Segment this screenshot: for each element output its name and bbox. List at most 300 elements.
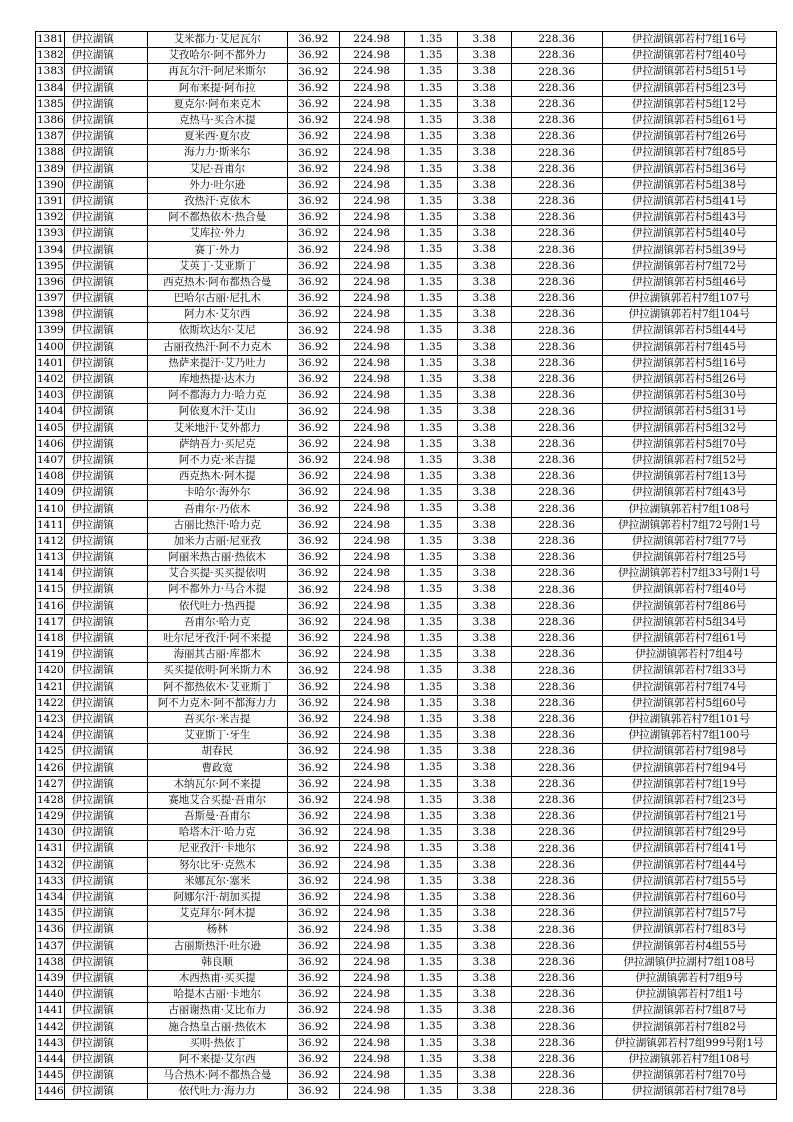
cell-value-d: 3.38 xyxy=(457,161,511,177)
cell-value-d: 3.38 xyxy=(457,112,511,128)
cell-name: 木西热甫·买买提 xyxy=(147,970,287,986)
cell-name: 胡春民 xyxy=(147,744,287,760)
cell-value-e: 228.36 xyxy=(511,1019,602,1035)
cell-value-c: 1.35 xyxy=(404,48,457,64)
cell-value-d: 3.38 xyxy=(457,193,511,209)
cell-town: 伊拉湖镇 xyxy=(64,1068,147,1084)
cell-value-b: 224.98 xyxy=(339,291,404,307)
cell-value-a: 36.92 xyxy=(287,80,339,96)
cell-value-a: 36.92 xyxy=(287,193,339,209)
cell-value-e: 228.36 xyxy=(511,630,602,646)
cell-value-e: 228.36 xyxy=(511,517,602,533)
cell-value-e: 228.36 xyxy=(511,436,602,452)
cell-value-e: 228.36 xyxy=(511,161,602,177)
cell-value-a: 36.92 xyxy=(287,630,339,646)
cell-value-e: 228.36 xyxy=(511,970,602,986)
cell-value-c: 1.35 xyxy=(404,161,457,177)
cell-value-c: 1.35 xyxy=(404,388,457,404)
cell-name: 依代吐力·热西提 xyxy=(147,598,287,614)
cell-value-d: 3.38 xyxy=(457,663,511,679)
cell-number: 1431 xyxy=(36,841,65,857)
cell-address: 伊拉湖镇郭若村7组94号 xyxy=(602,760,776,776)
table-row xyxy=(36,64,777,80)
cell-value-c: 1.35 xyxy=(404,177,457,193)
cell-value-e: 228.36 xyxy=(511,987,602,1003)
cell-value-d: 3.38 xyxy=(457,987,511,1003)
cell-name: 阿不都热依木·艾亚斯丁 xyxy=(147,679,287,695)
cell-town: 伊拉湖镇 xyxy=(64,161,147,177)
cell-value-a: 36.92 xyxy=(287,112,339,128)
cell-address: 伊拉湖镇郭若村7组21号 xyxy=(602,809,776,825)
cell-town: 伊拉湖镇 xyxy=(64,906,147,922)
cell-town: 伊拉湖镇 xyxy=(64,1051,147,1067)
cell-name: 阿丽米热古丽·热依木 xyxy=(147,550,287,566)
cell-address: 伊拉湖镇郭若村7组23号 xyxy=(602,792,776,808)
cell-name: 夏克尔·阿布来克木 xyxy=(147,96,287,112)
cell-value-a: 36.92 xyxy=(287,809,339,825)
table-row xyxy=(36,32,777,48)
table-row xyxy=(36,112,777,128)
cell-number: 1438 xyxy=(36,954,65,970)
cell-value-e: 228.36 xyxy=(511,679,602,695)
cell-value-d: 3.38 xyxy=(457,728,511,744)
cell-town: 伊拉湖镇 xyxy=(64,404,147,420)
cell-value-a: 36.92 xyxy=(287,485,339,501)
cell-value-d: 3.38 xyxy=(457,922,511,938)
table-row xyxy=(36,792,777,808)
cell-number: 1436 xyxy=(36,922,65,938)
cell-name: 艾库拉·外力 xyxy=(147,226,287,242)
cell-town: 伊拉湖镇 xyxy=(64,32,147,48)
cell-value-b: 224.98 xyxy=(339,857,404,873)
cell-number: 1439 xyxy=(36,970,65,986)
cell-number: 1404 xyxy=(36,404,65,420)
cell-value-d: 3.38 xyxy=(457,630,511,646)
cell-value-b: 224.98 xyxy=(339,64,404,80)
cell-value-b: 224.98 xyxy=(339,501,404,517)
cell-value-e: 228.36 xyxy=(511,404,602,420)
cell-value-d: 3.38 xyxy=(457,210,511,226)
cell-number: 1389 xyxy=(36,161,65,177)
cell-address: 伊拉湖镇郭若村7组52号 xyxy=(602,452,776,468)
cell-value-b: 224.98 xyxy=(339,307,404,323)
cell-value-c: 1.35 xyxy=(404,744,457,760)
cell-town: 伊拉湖镇 xyxy=(64,177,147,193)
cell-name: 加米力古丽·尼亚孜 xyxy=(147,533,287,549)
cell-address: 伊拉湖镇郭若村5组12号 xyxy=(602,96,776,112)
cell-value-c: 1.35 xyxy=(404,663,457,679)
cell-name: 古丽斯热汗·吐尔逊 xyxy=(147,938,287,954)
cell-value-e: 228.36 xyxy=(511,80,602,96)
cell-value-d: 3.38 xyxy=(457,938,511,954)
table-row xyxy=(36,469,777,485)
cell-value-d: 3.38 xyxy=(457,96,511,112)
table-row xyxy=(36,388,777,404)
cell-town: 伊拉湖镇 xyxy=(64,420,147,436)
cell-value-c: 1.35 xyxy=(404,550,457,566)
cell-value-b: 224.98 xyxy=(339,711,404,727)
cell-value-e: 228.36 xyxy=(511,420,602,436)
cell-value-b: 224.98 xyxy=(339,728,404,744)
table-row xyxy=(36,96,777,112)
cell-value-a: 36.92 xyxy=(287,291,339,307)
cell-town: 伊拉湖镇 xyxy=(64,469,147,485)
table-row xyxy=(36,161,777,177)
cell-value-d: 3.38 xyxy=(457,711,511,727)
table-row xyxy=(36,744,777,760)
cell-name: 依斯坎达尔·艾尼 xyxy=(147,323,287,339)
cell-value-d: 3.38 xyxy=(457,906,511,922)
cell-value-d: 3.38 xyxy=(457,420,511,436)
table-body xyxy=(36,32,777,1100)
cell-value-d: 3.38 xyxy=(457,242,511,258)
cell-value-e: 228.36 xyxy=(511,1068,602,1084)
cell-value-d: 3.38 xyxy=(457,792,511,808)
cell-value-c: 1.35 xyxy=(404,873,457,889)
cell-value-a: 36.92 xyxy=(287,889,339,905)
cell-address: 伊拉湖镇郭若村7组83号 xyxy=(602,922,776,938)
cell-value-d: 3.38 xyxy=(457,809,511,825)
table-row xyxy=(36,566,777,582)
cell-name: 曹政宽 xyxy=(147,760,287,776)
cell-value-b: 224.98 xyxy=(339,614,404,630)
cell-value-d: 3.38 xyxy=(457,274,511,290)
cell-address: 伊拉湖镇郭若村5组16号 xyxy=(602,355,776,371)
cell-value-a: 36.92 xyxy=(287,533,339,549)
cell-value-b: 224.98 xyxy=(339,242,404,258)
cell-name: 克热马·买合木提 xyxy=(147,112,287,128)
cell-value-e: 228.36 xyxy=(511,485,602,501)
cell-address: 伊拉湖镇郭若村7组40号 xyxy=(602,582,776,598)
cell-value-d: 3.38 xyxy=(457,1051,511,1067)
cell-value-c: 1.35 xyxy=(404,64,457,80)
cell-value-e: 228.36 xyxy=(511,388,602,404)
cell-address: 伊拉湖镇郭若村7组999号附1号 xyxy=(602,1035,776,1051)
cell-value-c: 1.35 xyxy=(404,323,457,339)
cell-address: 伊拉湖镇郭若村7组41号 xyxy=(602,841,776,857)
cell-address: 伊拉湖镇郭若村4组55号 xyxy=(602,938,776,954)
cell-number: 1421 xyxy=(36,679,65,695)
cell-value-a: 36.92 xyxy=(287,711,339,727)
cell-number: 1402 xyxy=(36,371,65,387)
cell-value-c: 1.35 xyxy=(404,371,457,387)
cell-value-e: 228.36 xyxy=(511,258,602,274)
table-row xyxy=(36,841,777,857)
cell-value-c: 1.35 xyxy=(404,226,457,242)
table-row xyxy=(36,323,777,339)
cell-value-d: 3.38 xyxy=(457,598,511,614)
cell-name: 古丽谢热甫·艾比布力 xyxy=(147,1003,287,1019)
cell-value-c: 1.35 xyxy=(404,679,457,695)
cell-value-c: 1.35 xyxy=(404,647,457,663)
cell-value-d: 3.38 xyxy=(457,954,511,970)
cell-value-c: 1.35 xyxy=(404,987,457,1003)
cell-name: 阿力木·艾尔西 xyxy=(147,307,287,323)
cell-value-b: 224.98 xyxy=(339,760,404,776)
cell-value-d: 3.38 xyxy=(457,307,511,323)
cell-value-e: 228.36 xyxy=(511,695,602,711)
cell-value-c: 1.35 xyxy=(404,809,457,825)
cell-value-d: 3.38 xyxy=(457,1068,511,1084)
cell-value-d: 3.38 xyxy=(457,226,511,242)
cell-value-a: 36.92 xyxy=(287,501,339,517)
cell-town: 伊拉湖镇 xyxy=(64,1003,147,1019)
cell-value-c: 1.35 xyxy=(404,889,457,905)
cell-address: 伊拉湖镇郭若村5组34号 xyxy=(602,614,776,630)
cell-value-e: 228.36 xyxy=(511,210,602,226)
cell-address: 伊拉湖镇郭若村7组70号 xyxy=(602,1068,776,1084)
cell-value-e: 228.36 xyxy=(511,728,602,744)
cell-value-e: 228.36 xyxy=(511,598,602,614)
cell-value-d: 3.38 xyxy=(457,614,511,630)
cell-value-b: 224.98 xyxy=(339,32,404,48)
cell-value-c: 1.35 xyxy=(404,291,457,307)
cell-address: 伊拉湖镇郭若村7组85号 xyxy=(602,145,776,161)
cell-value-e: 228.36 xyxy=(511,145,602,161)
cell-number: 1441 xyxy=(36,1003,65,1019)
cell-value-a: 36.92 xyxy=(287,760,339,776)
cell-value-e: 228.36 xyxy=(511,501,602,517)
cell-value-e: 228.36 xyxy=(511,1051,602,1067)
cell-value-d: 3.38 xyxy=(457,970,511,986)
cell-number: 1393 xyxy=(36,226,65,242)
cell-town: 伊拉湖镇 xyxy=(64,792,147,808)
cell-value-a: 36.92 xyxy=(287,1035,339,1051)
cell-town: 伊拉湖镇 xyxy=(64,954,147,970)
cell-value-a: 36.92 xyxy=(287,323,339,339)
cell-number: 1416 xyxy=(36,598,65,614)
cell-name: 夏米西·夏尔皮 xyxy=(147,129,287,145)
cell-number: 1384 xyxy=(36,80,65,96)
cell-name: 艾孜哈尔·阿不都外力 xyxy=(147,48,287,64)
cell-number: 1395 xyxy=(36,258,65,274)
cell-value-b: 224.98 xyxy=(339,485,404,501)
cell-value-b: 224.98 xyxy=(339,630,404,646)
cell-number: 1386 xyxy=(36,112,65,128)
cell-town: 伊拉湖镇 xyxy=(64,566,147,582)
cell-town: 伊拉湖镇 xyxy=(64,323,147,339)
cell-value-d: 3.38 xyxy=(457,760,511,776)
cell-value-c: 1.35 xyxy=(404,970,457,986)
cell-address: 伊拉湖镇郭若村5组46号 xyxy=(602,274,776,290)
cell-value-a: 36.92 xyxy=(287,857,339,873)
cell-value-a: 36.92 xyxy=(287,647,339,663)
cell-value-e: 228.36 xyxy=(511,1003,602,1019)
cell-number: 1434 xyxy=(36,889,65,905)
cell-value-e: 228.36 xyxy=(511,550,602,566)
cell-address: 伊拉湖镇郭若村7组25号 xyxy=(602,550,776,566)
table-row xyxy=(36,533,777,549)
cell-town: 伊拉湖镇 xyxy=(64,1019,147,1035)
cell-value-a: 36.92 xyxy=(287,614,339,630)
cell-number: 1444 xyxy=(36,1051,65,1067)
cell-value-c: 1.35 xyxy=(404,517,457,533)
table-row xyxy=(36,938,777,954)
cell-name: 赛丁·外力 xyxy=(147,242,287,258)
cell-number: 1412 xyxy=(36,533,65,549)
cell-value-c: 1.35 xyxy=(404,210,457,226)
cell-address: 伊拉湖镇郭若村7组1号 xyxy=(602,987,776,1003)
cell-value-a: 36.92 xyxy=(287,728,339,744)
table-row xyxy=(36,436,777,452)
cell-number: 1413 xyxy=(36,550,65,566)
cell-value-a: 36.92 xyxy=(287,873,339,889)
cell-value-d: 3.38 xyxy=(457,355,511,371)
table-row xyxy=(36,452,777,468)
cell-number: 1390 xyxy=(36,177,65,193)
cell-value-a: 36.92 xyxy=(287,679,339,695)
cell-address: 伊拉湖镇郭若村7组72号 xyxy=(602,258,776,274)
cell-value-b: 224.98 xyxy=(339,48,404,64)
cell-value-c: 1.35 xyxy=(404,825,457,841)
cell-address: 伊拉湖镇郭若村5组36号 xyxy=(602,161,776,177)
cell-number: 1385 xyxy=(36,96,65,112)
cell-town: 伊拉湖镇 xyxy=(64,889,147,905)
cell-value-a: 36.92 xyxy=(287,598,339,614)
cell-town: 伊拉湖镇 xyxy=(64,825,147,841)
cell-town: 伊拉湖镇 xyxy=(64,857,147,873)
cell-value-c: 1.35 xyxy=(404,96,457,112)
table-row xyxy=(36,906,777,922)
cell-town: 伊拉湖镇 xyxy=(64,501,147,517)
cell-value-d: 3.38 xyxy=(457,679,511,695)
cell-value-c: 1.35 xyxy=(404,922,457,938)
cell-value-b: 224.98 xyxy=(339,452,404,468)
cell-name: 尼亚孜汗·卡地尔 xyxy=(147,841,287,857)
cell-name: 哈塔木汗·哈力克 xyxy=(147,825,287,841)
cell-value-c: 1.35 xyxy=(404,452,457,468)
cell-town: 伊拉湖镇 xyxy=(64,630,147,646)
cell-value-a: 36.92 xyxy=(287,355,339,371)
data-table xyxy=(35,31,777,1100)
cell-number: 1446 xyxy=(36,1084,65,1100)
cell-value-e: 228.36 xyxy=(511,938,602,954)
cell-value-a: 36.92 xyxy=(287,938,339,954)
cell-number: 1408 xyxy=(36,469,65,485)
table-row xyxy=(36,1003,777,1019)
cell-town: 伊拉湖镇 xyxy=(64,145,147,161)
table-row xyxy=(36,647,777,663)
cell-value-d: 3.38 xyxy=(457,388,511,404)
cell-name: 海力力·斯米尔 xyxy=(147,145,287,161)
cell-value-d: 3.38 xyxy=(457,48,511,64)
cell-value-a: 36.92 xyxy=(287,954,339,970)
cell-value-c: 1.35 xyxy=(404,614,457,630)
cell-number: 1401 xyxy=(36,355,65,371)
table-row xyxy=(36,1019,777,1035)
table-row xyxy=(36,420,777,436)
cell-name: 巴哈尔古丽·尼扎木 xyxy=(147,291,287,307)
cell-number: 1424 xyxy=(36,728,65,744)
cell-value-b: 224.98 xyxy=(339,1019,404,1035)
cell-value-b: 224.98 xyxy=(339,420,404,436)
cell-value-e: 228.36 xyxy=(511,566,602,582)
cell-town: 伊拉湖镇 xyxy=(64,1084,147,1100)
cell-value-d: 3.38 xyxy=(457,404,511,420)
cell-name: 艾米地汗·艾外都力 xyxy=(147,420,287,436)
cell-town: 伊拉湖镇 xyxy=(64,452,147,468)
cell-value-e: 228.36 xyxy=(511,307,602,323)
cell-value-a: 36.92 xyxy=(287,96,339,112)
cell-name: 阿不都外力·马合木提 xyxy=(147,582,287,598)
cell-value-c: 1.35 xyxy=(404,711,457,727)
cell-value-c: 1.35 xyxy=(404,760,457,776)
cell-value-e: 228.36 xyxy=(511,744,602,760)
cell-value-d: 3.38 xyxy=(457,825,511,841)
cell-value-c: 1.35 xyxy=(404,857,457,873)
cell-value-d: 3.38 xyxy=(457,501,511,517)
cell-value-d: 3.38 xyxy=(457,258,511,274)
cell-town: 伊拉湖镇 xyxy=(64,776,147,792)
cell-name: 努尔比牙·克然木 xyxy=(147,857,287,873)
table-row xyxy=(36,987,777,1003)
cell-value-b: 224.98 xyxy=(339,323,404,339)
cell-value-a: 36.92 xyxy=(287,339,339,355)
cell-value-b: 224.98 xyxy=(339,436,404,452)
cell-address: 伊拉湖镇郭若村5组51号 xyxy=(602,64,776,80)
cell-town: 伊拉湖镇 xyxy=(64,355,147,371)
cell-value-b: 224.98 xyxy=(339,533,404,549)
cell-value-b: 224.98 xyxy=(339,177,404,193)
cell-value-a: 36.92 xyxy=(287,566,339,582)
cell-value-c: 1.35 xyxy=(404,1068,457,1084)
cell-name: 萨纳吾力·买尼克 xyxy=(147,436,287,452)
cell-town: 伊拉湖镇 xyxy=(64,371,147,387)
table-row xyxy=(36,711,777,727)
cell-value-a: 36.92 xyxy=(287,922,339,938)
cell-value-e: 228.36 xyxy=(511,647,602,663)
cell-value-c: 1.35 xyxy=(404,80,457,96)
cell-name: 赛地艾合买提·吾甫尔 xyxy=(147,792,287,808)
cell-town: 伊拉湖镇 xyxy=(64,728,147,744)
cell-value-c: 1.35 xyxy=(404,841,457,857)
cell-value-c: 1.35 xyxy=(404,420,457,436)
cell-number: 1388 xyxy=(36,145,65,161)
cell-value-a: 36.92 xyxy=(287,906,339,922)
cell-value-d: 3.38 xyxy=(457,695,511,711)
cell-town: 伊拉湖镇 xyxy=(64,388,147,404)
cell-number: 1409 xyxy=(36,485,65,501)
cell-address: 伊拉湖镇郭若村7组19号 xyxy=(602,776,776,792)
cell-name: 吾甫尔·哈力克 xyxy=(147,614,287,630)
table-row xyxy=(36,291,777,307)
cell-value-c: 1.35 xyxy=(404,129,457,145)
cell-value-d: 3.38 xyxy=(457,582,511,598)
cell-value-e: 228.36 xyxy=(511,226,602,242)
cell-value-c: 1.35 xyxy=(404,598,457,614)
cell-address: 伊拉湖镇郭若村7组78号 xyxy=(602,1084,776,1100)
cell-number: 1429 xyxy=(36,809,65,825)
cell-town: 伊拉湖镇 xyxy=(64,533,147,549)
cell-value-b: 224.98 xyxy=(339,873,404,889)
cell-town: 伊拉湖镇 xyxy=(64,760,147,776)
cell-value-c: 1.35 xyxy=(404,274,457,290)
cell-number: 1381 xyxy=(36,32,65,48)
cell-number: 1430 xyxy=(36,825,65,841)
cell-value-d: 3.38 xyxy=(457,64,511,80)
cell-town: 伊拉湖镇 xyxy=(64,922,147,938)
cell-value-e: 228.36 xyxy=(511,954,602,970)
cell-number: 1432 xyxy=(36,857,65,873)
table-row xyxy=(36,825,777,841)
cell-value-a: 36.92 xyxy=(287,663,339,679)
cell-value-b: 224.98 xyxy=(339,404,404,420)
cell-value-c: 1.35 xyxy=(404,728,457,744)
cell-address: 伊拉湖镇郭若村7组4号 xyxy=(602,647,776,663)
cell-town: 伊拉湖镇 xyxy=(64,274,147,290)
cell-number: 1392 xyxy=(36,210,65,226)
cell-number: 1437 xyxy=(36,938,65,954)
